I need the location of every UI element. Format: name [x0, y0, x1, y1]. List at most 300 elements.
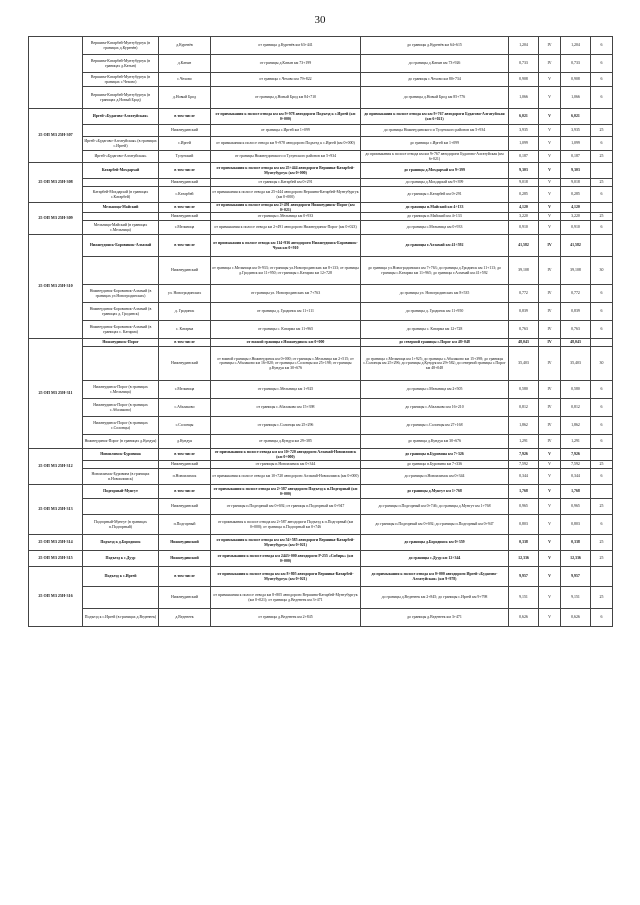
table-row	[29, 515, 613, 535]
length-cell: 12,336	[509, 551, 539, 567]
start-point-cell: от границы д. Гродинск км 11+111	[211, 303, 361, 321]
end-point-cell: до северной границы с.Порог км 48+048	[361, 339, 509, 347]
table-row	[29, 461, 613, 469]
paved-length-cell: 0,733	[561, 55, 591, 73]
end-point-cell: до границы д.Бородинск км 0+359	[361, 535, 509, 551]
paved-length-cell: 0,338	[561, 535, 591, 551]
paved-length-cell: 9,018	[561, 179, 591, 187]
road-name-cell	[83, 257, 159, 285]
start-point-cell: от примыкания к полосе отвода км км 8+805 автодороги Вершина-Катарбей-Мунтубургук (км 0+021)	[211, 567, 361, 587]
location-cell: д.Кундуя	[159, 435, 211, 449]
width-cell: 6	[591, 515, 613, 535]
location-cell: д.Куренёв	[159, 37, 211, 55]
location-cell: с.Солонцы	[159, 417, 211, 435]
table-row	[29, 381, 613, 399]
length-cell: 1,862	[509, 417, 539, 435]
road-name-cell: Вершина-Катарбей-Мунтубургук (в границах с.Чехово)	[83, 73, 159, 87]
end-point-cell: до границы ул.Новогродинских км 7+763; до границы д.Гродинск км 11+113; до границы с.Катарма км 11+965; до границы г.Алзамай км 41+592	[361, 257, 509, 285]
paved-length-cell: 0,803	[561, 515, 591, 535]
width-cell	[591, 339, 613, 347]
start-point-cell: от примыкания к полосе отвода км 2+587 автодороги Подъезд к п.Подгорный (км 0+000); от границы п.Подгорный км 0+746	[211, 515, 361, 535]
table-row	[29, 163, 613, 179]
location-cell: с. Катарма	[159, 321, 211, 339]
length-cell: 35,403	[509, 347, 539, 381]
table-row	[29, 587, 613, 609]
location-cell: Нижнеудинский	[159, 125, 211, 137]
start-point-cell: от примыкания к полосе отвода км 2+491 автодороги Нижнеудинск-Порог (км 0+021)	[211, 203, 361, 213]
category-cell: V	[539, 179, 561, 187]
start-point-cell: от границы д.Новый Брод км 84+710	[211, 87, 361, 109]
end-point-cell: до границы д.Кундуя км 30+676	[361, 435, 509, 449]
table-row	[29, 109, 613, 125]
category-cell: V	[539, 151, 561, 163]
road-name-cell: Новоилимск-Буровина	[83, 449, 159, 461]
road-name-cell: Нижнеудинск-Боровинок-Алзамай (в границах д. Гродинск)	[83, 303, 159, 321]
table-row	[29, 551, 613, 567]
width-cell	[591, 203, 613, 213]
location-cell: Нижнеудинский	[159, 499, 211, 515]
end-point-cell: до границы д.Катын км 73+926	[361, 55, 509, 73]
paved-length-cell: 3,935	[561, 125, 591, 137]
category-cell: V	[539, 609, 561, 627]
table-row	[29, 257, 613, 285]
length-cell: 0,910	[509, 221, 539, 235]
road-code-cell: 25 ОП МЗ 25Н-312	[29, 449, 83, 485]
road-code-cell: 25 ОП МЗ 25Н-308	[29, 163, 83, 203]
end-point-cell: до границы с.Мельница км 1+925; до границы с.Абалаково км 15+398; до границы с.Солонцы км 25+296; до границы д.Кундуя км 29+582; до северной границы с.Порог км 48+048	[361, 347, 509, 381]
location-cell: в том числе	[159, 567, 211, 587]
paved-length-cell: 9,303	[561, 163, 591, 179]
road-name-cell: Подгорный-Мунгут	[83, 485, 159, 499]
category-cell: IV	[539, 37, 561, 55]
length-cell: 1,291	[509, 435, 539, 449]
width-cell: 25	[591, 213, 613, 221]
table-row	[29, 187, 613, 203]
start-point-cell: от примыкания к полосе отвода км км 25+444 автодороги Вершина-Катарбей-Мунтубургук (км 0+000)	[211, 163, 361, 179]
length-cell: 9,303	[509, 163, 539, 179]
table-row	[29, 203, 613, 213]
category-cell: V	[539, 125, 561, 137]
width-cell: 25	[591, 151, 613, 163]
table-row	[29, 73, 613, 87]
location-cell: с.Абалаково	[159, 399, 211, 417]
length-cell: 0,344	[509, 469, 539, 485]
end-point-cell: до границы п.Буровина км 7+336	[361, 461, 509, 469]
road-name-cell: Подгорный-Мунгут (в границах п.Подгорный)	[83, 515, 159, 535]
category-cell: V	[539, 449, 561, 461]
location-cell: д.Новый Брод	[159, 87, 211, 109]
category-cell: V	[539, 187, 561, 203]
paved-length-cell: 0,772	[561, 285, 591, 303]
end-point-cell: до границы с.Солонцы км 27+168	[361, 417, 509, 435]
length-cell: 7,592	[509, 461, 539, 469]
paved-length-cell: 9,151	[561, 587, 591, 609]
location-cell: с.Мельница	[159, 381, 211, 399]
length-cell: 1,066	[509, 87, 539, 109]
category-cell: V	[539, 221, 561, 235]
location-cell: в том числе	[159, 203, 211, 213]
category-cell: V	[539, 567, 561, 587]
paved-length-cell: 0,580	[561, 381, 591, 399]
location-cell: Нижнеудинский	[159, 213, 211, 221]
start-point-cell: от границы Нижнеудинского и Тулунского районов км 5+934	[211, 151, 361, 163]
location-cell: с.Катарбей	[159, 187, 211, 203]
road-name-cell: Подъезд к с.Иргей	[83, 567, 159, 587]
table-row	[29, 137, 613, 151]
road-name-cell	[83, 499, 159, 515]
table-row	[29, 87, 613, 109]
width-cell	[591, 109, 613, 125]
end-point-cell: до границы д.Мохдархай км 9+399	[361, 179, 509, 187]
location-cell: д.Катын	[159, 55, 211, 73]
paved-length-cell: 1,204	[561, 37, 591, 55]
length-cell: 0,908	[509, 73, 539, 87]
length-cell: 0,772	[509, 285, 539, 303]
road-code-cell: 25 ОП МЗ 25Н-311	[29, 339, 83, 449]
start-point-cell: от границы д.Куренёв км 63+441	[211, 37, 361, 55]
road-name-cell: Нижнеудинск-Боровинок-Алзамай (в границах с. Катарма)	[83, 321, 159, 339]
width-cell: 25	[591, 587, 613, 609]
start-point-cell: от примыкания к полосе отвода км 8+805 автодороги Вершина-Катарбей-Мунтубургук (км 0+021); от границы д.Веденеек км 3+471	[211, 587, 361, 609]
table-row	[29, 303, 613, 321]
category-cell: V	[539, 485, 561, 499]
category-cell: V	[539, 137, 561, 151]
road-name-cell: Нижнеудинск-Боровинок-Алзамай (в границах ул.Новогродинских)	[83, 285, 159, 303]
paved-length-cell: 0,344	[561, 469, 591, 485]
start-point-cell: от примыкания к полосе отвода км 2443+000 автодороги Р-255 «Сибирь» (км 0+000)	[211, 551, 361, 567]
category-cell: V	[539, 73, 561, 87]
table-row	[29, 609, 613, 627]
width-cell: 6	[591, 469, 613, 485]
table-row	[29, 399, 613, 417]
road-register-table	[28, 36, 613, 627]
location-cell: Нижнеудинский	[159, 551, 211, 567]
length-cell: 0,965	[509, 499, 539, 515]
width-cell: 6	[591, 73, 613, 87]
location-cell: с.Иргей	[159, 137, 211, 151]
start-point-cell: от примыкания к полосе отвода км 10+720 автодороги Алзамай-Новоилимск (км 0+000)	[211, 469, 361, 485]
width-cell: 30	[591, 347, 613, 381]
start-point-cell: от южной границы г.Нижнеудинск км 0+000; от границы с.Мельница км 2+515; от границы с.Абалаково км 16+820; от границы с.Солонцы км 25+198; от границы д.Кундуя км 30+676	[211, 347, 361, 381]
table-row	[29, 179, 613, 187]
paved-length-cell: 0,285	[561, 187, 591, 203]
road-name-cell: Иргей-«Будагово-Алгатуйская»	[83, 151, 159, 163]
road-name-cell: Катарбей-Мохдархай (в границах с.Катарбей)	[83, 187, 159, 203]
start-point-cell: от границы д.Катын км 73+199	[211, 55, 361, 73]
location-cell: в том числе	[159, 163, 211, 179]
width-cell: 30	[591, 257, 613, 285]
paved-length-cell: 39,108	[561, 257, 591, 285]
width-cell	[591, 567, 613, 587]
end-point-cell: до границы с.Чехово км 80+734	[361, 73, 509, 87]
paved-length-cell: 1,291	[561, 435, 591, 449]
category-cell: IV	[539, 235, 561, 257]
width-cell: 25	[591, 551, 613, 567]
paved-length-cell: 9,957	[561, 567, 591, 587]
category-cell: IV	[539, 417, 561, 435]
length-cell: 0,812	[509, 399, 539, 417]
table-row	[29, 37, 613, 55]
start-point-cell: от примыкания к полосе отвода км 2+587 автодороги Подъезд к п.Подгорный (км 0+000)	[211, 485, 361, 499]
length-cell: 0,580	[509, 381, 539, 399]
length-cell: 6,021	[509, 109, 539, 125]
location-cell: Нижнеудинский	[159, 179, 211, 187]
width-cell	[591, 163, 613, 179]
paved-length-cell: 0,763	[561, 321, 591, 339]
length-cell: 0,187	[509, 151, 539, 163]
road-name-cell	[83, 461, 159, 469]
end-point-cell: до границы д.Куренёв км 64+615	[361, 37, 509, 55]
length-cell: 1,204	[509, 37, 539, 55]
table-row	[29, 485, 613, 499]
category-cell: V	[539, 163, 561, 179]
road-name-cell	[83, 125, 159, 137]
end-point-cell: до примыкания к полосе отвода км км 9+767 автодороги Будагово-Алгатуйская (км 6+021)	[361, 151, 509, 163]
table-row	[29, 235, 613, 257]
length-cell: 4,120	[509, 203, 539, 213]
start-point-cell: от примыкания к полосе отвода км 2+491 автодороги Нижнеудинск-Порог (км 0+023)	[211, 221, 361, 235]
length-cell: 0,285	[509, 187, 539, 203]
category-cell: IV	[539, 303, 561, 321]
road-name-cell: Нижнеудинск-Боровинок-Алзамай	[83, 235, 159, 257]
table-row	[29, 321, 613, 339]
road-name-cell: Нижнеудинск-Порог (в границах с.Абалаково)	[83, 399, 159, 417]
width-cell: 25	[591, 535, 613, 551]
start-point-cell: от южной границы г.Нижнеудинск км 0+000	[211, 339, 361, 347]
length-cell: 1,099	[509, 137, 539, 151]
paved-length-cell: 0,839	[561, 303, 591, 321]
length-cell: 0,626	[509, 609, 539, 627]
category-cell: V	[539, 109, 561, 125]
road-name-cell: Нижнеудинск-Порог (в границах с.Мельница)	[83, 381, 159, 399]
table-row	[29, 417, 613, 435]
paved-length-cell: 1,768	[561, 485, 591, 499]
length-cell: 1,768	[509, 485, 539, 499]
location-cell: в том числе	[159, 485, 211, 499]
end-point-cell: до границы д.Новый Брод км 85+776	[361, 87, 509, 109]
category-cell: V	[539, 587, 561, 609]
end-point-cell: до границы с.Катарбей км 0+291	[361, 187, 509, 203]
width-cell: 6	[591, 187, 613, 203]
category-cell: V	[539, 535, 561, 551]
start-point-cell: от границы с.Мельница км 1+925	[211, 381, 361, 399]
category-cell: V	[539, 203, 561, 213]
road-code-cell: 25 ОП МЗ 25Н-310	[29, 235, 83, 339]
end-point-cell: до границы п.Майский км 4+133	[361, 213, 509, 221]
length-cell: 9,151	[509, 587, 539, 609]
start-point-cell: от границы с.Мельница км 0+933	[211, 213, 361, 221]
paved-length-cell: 1,066	[561, 87, 591, 109]
location-cell: с.Мельница	[159, 221, 211, 235]
location-cell: Нижнеудинский	[159, 461, 211, 469]
location-cell: д.Веденеек	[159, 609, 211, 627]
paved-length-cell: 7,926	[561, 449, 591, 461]
paved-length-cell: 1,099	[561, 137, 591, 151]
paved-length-cell: 41,582	[561, 235, 591, 257]
end-point-cell: до границы п.Новоилимск км 0+344	[361, 469, 509, 485]
width-cell: 6	[591, 87, 613, 109]
start-point-cell: от примыкания к полосе отвода км 9+978 автодороги Подъезд к с.Иргей (км 0+000)	[211, 137, 361, 151]
start-point-cell: от примыкания к полосе отвода км 114+936 автодороги Нижнеудинск-Боровинок-Чуна км 0+910	[211, 235, 361, 257]
start-point-cell: от границы п.Подгорный км 0+692; от границы п.Подгорный км 0+947	[211, 499, 361, 515]
category-cell: V	[539, 499, 561, 515]
table-row	[29, 347, 613, 381]
paved-length-cell: 0,812	[561, 399, 591, 417]
table-row	[29, 55, 613, 73]
location-cell: в том числе	[159, 109, 211, 125]
end-point-cell: до границы д. Гродинск км 11+950	[361, 303, 509, 321]
paved-length-cell: 0,187	[561, 151, 591, 163]
road-code-cell: 25 ОП МЗ 25Н-309	[29, 203, 83, 235]
category-cell: IV	[539, 381, 561, 399]
end-point-cell: до границы с.Абалаково км 16+210	[361, 399, 509, 417]
width-cell: 6	[591, 399, 613, 417]
length-cell: 0,338	[509, 535, 539, 551]
category-cell: IV	[539, 257, 561, 285]
road-name-cell: Вершина-Катарбей-Мунтубургук (в границах д.Куренёв)	[83, 37, 159, 55]
location-cell: п.Новоилимск	[159, 469, 211, 485]
paved-length-cell: 48,043	[561, 339, 591, 347]
start-point-cell: от границы с.Чехово км 79+822	[211, 73, 361, 87]
location-cell: Нижнеудинский	[159, 347, 211, 381]
width-cell: 25	[591, 499, 613, 515]
end-point-cell: до границы п.Майский км 4+133	[361, 203, 509, 213]
end-point-cell: до границы д.Веденеек км 2+845; до границы с.Иргей км 9+798	[361, 587, 509, 609]
start-point-cell: от границы ул. Новогродинских км 7+763	[211, 285, 361, 303]
start-point-cell: от примыкания к полосе отвода км км 10+720 автодороги Алзамай-Новоилимск (км 0+000)	[211, 449, 361, 461]
road-name-cell: Подъезд к с.Дуур	[83, 551, 159, 567]
category-cell: IV	[539, 399, 561, 417]
table-row	[29, 221, 613, 235]
length-cell: 0,803	[509, 515, 539, 535]
start-point-cell: от границы с.Катарбей км 0+291	[211, 179, 361, 187]
table-row	[29, 285, 613, 303]
width-cell: 6	[591, 321, 613, 339]
road-name-cell: Мельница-Майский (в границах с.Мельница)	[83, 221, 159, 235]
location-cell: Нижнеудинский	[159, 535, 211, 551]
table-row	[29, 499, 613, 515]
width-cell: 6	[591, 37, 613, 55]
paved-length-cell: 4,120	[561, 203, 591, 213]
end-point-cell: до примыкания к полосе отвода км 0+000 автодороги Иргей-«Будагово-Алгатуйская» (км 9+978)	[361, 567, 509, 587]
location-cell: Нижнеудинский	[159, 587, 211, 609]
paved-length-cell: 0,910	[561, 221, 591, 235]
location-cell: с.Чехово	[159, 73, 211, 87]
category-cell: IV	[539, 435, 561, 449]
location-cell: в том числе	[159, 235, 211, 257]
location-cell: ул. Новогродинских	[159, 285, 211, 303]
paved-length-cell: 3,220	[561, 213, 591, 221]
category-cell: V	[539, 213, 561, 221]
end-point-cell: до границы с. Катарма км 12+728	[361, 321, 509, 339]
category-cell: IV	[539, 285, 561, 303]
road-code-cell: 25 ОП МЗ 25Н-313	[29, 485, 83, 535]
road-name-cell: Подъезд к с.Иргей (в границах д.Веденеек)	[83, 609, 159, 627]
road-code-cell: 25 ОП МЗ 25Н-314	[29, 535, 83, 551]
road-code-cell: 25 ОП МЗ 25Н-315	[29, 551, 83, 567]
table-row	[29, 567, 613, 587]
end-point-cell: до границы с.Дуур км 12+344	[361, 551, 509, 567]
road-name-cell: Иргей-«Будагово-Алгатуйская»	[83, 109, 159, 125]
end-point-cell: до границы п.Подгорный км 0+692; до границы п.Подгорный км 0+947	[361, 515, 509, 535]
end-point-cell: до границы Нижнеудинского и Тулунского районов км 5+934	[361, 125, 509, 137]
length-cell: 0,839	[509, 303, 539, 321]
width-cell: 6	[591, 609, 613, 627]
category-cell: V	[539, 461, 561, 469]
location-cell: в том числе	[159, 449, 211, 461]
start-point-cell: от границы с.Солонцы км 25+296	[211, 417, 361, 435]
start-point-cell: от границы с. Катарма км 11+965	[211, 321, 361, 339]
start-point-cell: от границы с.Иргей км 1+099	[211, 125, 361, 137]
length-cell: 48,043	[509, 339, 539, 347]
paved-length-cell: 6,021	[561, 109, 591, 125]
start-point-cell: от границы д.Веденеек км 2+845	[211, 609, 361, 627]
paved-length-cell: 1,862	[561, 417, 591, 435]
length-cell: 39,108	[509, 257, 539, 285]
paved-length-cell: 35,403	[561, 347, 591, 381]
width-cell: 6	[591, 285, 613, 303]
category-cell: V	[539, 469, 561, 485]
category-cell: V	[539, 87, 561, 109]
road-name-cell	[83, 213, 159, 221]
road-name-cell: Вершина-Катарбей-Мунтубургук (в границах д.Новый Брод)	[83, 87, 159, 109]
start-point-cell: от границы п.Новоилимск км 0+344	[211, 461, 361, 469]
category-cell: IV	[539, 339, 561, 347]
category-cell: V	[539, 515, 561, 535]
length-cell: 9,018	[509, 179, 539, 187]
length-cell: 0,763	[509, 321, 539, 339]
length-cell: 9,957	[509, 567, 539, 587]
width-cell: 6	[591, 137, 613, 151]
table-row	[29, 469, 613, 485]
road-name-cell: Вершина-Катарбей-Мунтубургук (в границах д.Катын)	[83, 55, 159, 73]
length-cell: 41,582	[509, 235, 539, 257]
width-cell: 6	[591, 55, 613, 73]
length-cell: 7,926	[509, 449, 539, 461]
paved-length-cell: 7,592	[561, 461, 591, 469]
location-cell: в том числе	[159, 339, 211, 347]
width-cell: 25	[591, 461, 613, 469]
length-cell: 3,935	[509, 125, 539, 137]
table-row	[29, 435, 613, 449]
end-point-cell: до границы п.Буровина км 7+326	[361, 449, 509, 461]
road-name-cell: Новоилимск-Буровина (в границах п.Новоилимск)	[83, 469, 159, 485]
end-point-cell: до границы ул. Новогродинских км 8+535	[361, 285, 509, 303]
page-number: 30	[314, 14, 326, 26]
category-cell: V	[539, 551, 561, 567]
road-name-cell: Нижнеудинск-Порог	[83, 339, 159, 347]
start-point-cell: от границы д.Кундуя км 29+385	[211, 435, 361, 449]
start-point-cell: от примыкания к полосе отвода км 25+444 автодороги Вершина-Катарбей-Мунтубургук (км 0+000)	[211, 187, 361, 203]
category-cell: IV	[539, 321, 561, 339]
location-cell: д. Гродинск	[159, 303, 211, 321]
road-code-cell: 25 ОП МЗ 25Н-316	[29, 567, 83, 627]
road-code-cell: 25 ОП МЗ 25Н-307	[29, 109, 83, 163]
width-cell: 6	[591, 435, 613, 449]
end-point-cell: до границы с.Мельница км 2+505	[361, 381, 509, 399]
end-point-cell: до границы г.Алзамай км 41+592	[361, 235, 509, 257]
end-point-cell: до границы п.Подгорный км 0+746; до границы д.Мунгут км 1+768	[361, 499, 509, 515]
table-row	[29, 151, 613, 163]
width-cell	[591, 485, 613, 499]
road-name-cell	[83, 587, 159, 609]
width-cell	[591, 449, 613, 461]
category-cell: IV	[539, 347, 561, 381]
road-name-cell	[83, 179, 159, 187]
road-name-cell	[83, 347, 159, 381]
table-row	[29, 449, 613, 461]
table-row	[29, 213, 613, 221]
